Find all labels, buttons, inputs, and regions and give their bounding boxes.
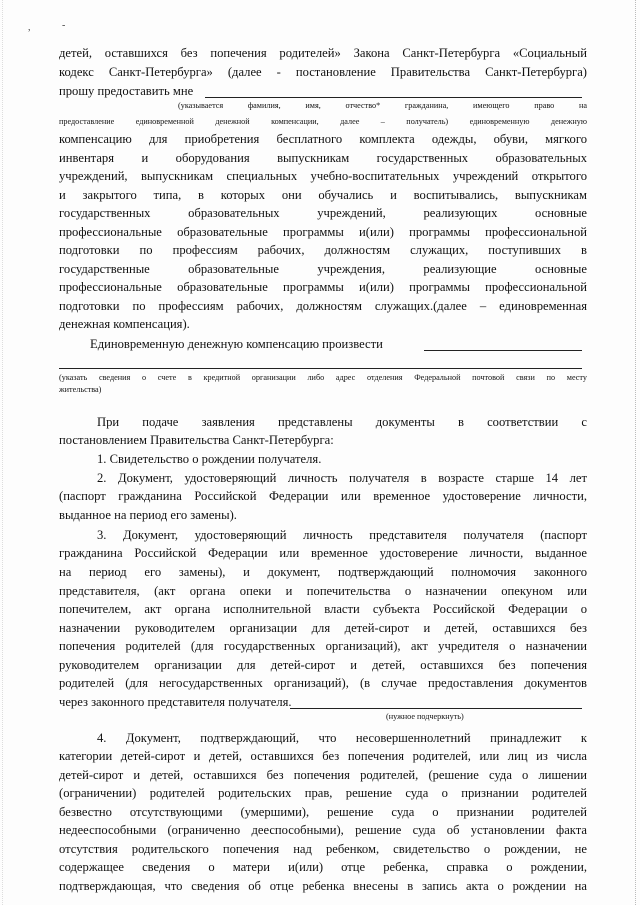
text-line: подтверждающая, что сведения об отце ребенка внесены в запись акта о рождении на [59, 879, 587, 893]
scan-edge-right [635, 0, 636, 905]
payment-fill-line-2 [59, 368, 582, 369]
text-line: прошу предоставить мне [59, 84, 194, 98]
text-line: безвестно отсутствующими (умершими), решение суда о признании родителей [59, 805, 587, 819]
payment-fill-line [424, 350, 582, 351]
text-line: руководителем организации для детей-сирот и детей, оставшихся без попечения [59, 658, 587, 672]
text-line: отсутствия родительского попечения над ребенком, свидетельство о рождении, не [59, 842, 587, 856]
list-item: 1. Свидетельство о рождении получателя. [97, 452, 322, 466]
scan-speck: - [62, 20, 66, 31]
list-item: 4. Документ, подтверждающий, что несовершеннолетний принадлежит к [97, 731, 587, 745]
text-line: детей, оставшихся без попечения родителей» Закона Санкт-Петербурга «Социальный [59, 46, 587, 60]
text-line: на период его замены), и документ, подтверждающий полномочия законного [59, 565, 587, 579]
text-line: кодекс Санкт-Петербурга» (далее - постановление Правительства Санкт-Петербурга) [59, 65, 587, 79]
text-line: (паспорт гражданина Российской Федерации или временное удостоверение личности, [59, 489, 587, 503]
representative-fill-line [290, 708, 582, 709]
name-fill-line [205, 97, 582, 98]
text-line: представителя, (акт органа опеки и попечительства о назначении опекуном или [59, 584, 587, 598]
text-line: денежная компенсация). [59, 317, 190, 331]
text-line: и закрытого типа, в которых они обучались и воспитывались, выпускникам [59, 188, 587, 202]
list-item: 2. Документ, удостоверяющий личность получателя в возрасте старше 14 лет [97, 471, 587, 485]
text-line: государственных образовательных учреждений, реализующих основные [59, 206, 587, 220]
text-line: содержащее сведения о матери и(или) отце ребенка, справка о рождении, [59, 860, 587, 874]
text-line: профессиональные образовательные программы и(или) программы профессиональной [59, 225, 587, 239]
text-line: родителей (для негосударственных организаций), (в случае предоставления документов [59, 676, 587, 690]
text-line: гражданина Российской Федерации или временное удостоверение личности, выданное [59, 546, 587, 560]
text-line-mixed [59, 113, 587, 130]
text-line: профессиональные образовательные программы и(или) программы профессиональной [59, 280, 587, 294]
text-line: попечения родителей (для государственных организаций), акт учредителя о назначении [59, 639, 587, 653]
text-line: выданное на период его замены). [59, 508, 237, 522]
text-line: детей-сирот и детей, оставшихся без попечения родителей, (решение суда о лишении [59, 768, 587, 782]
text-span: предоставление единовременной денежной компенсации, далее – получатель) единовременную денежную [59, 117, 587, 126]
text-line: попечителем, акт органа исполнительной власти субъекта Российской Федерации о [59, 602, 587, 616]
hint-line: (указывается фамилия, имя, отчество* гражданина, имеющего право на [178, 101, 587, 110]
scan-edge-left [2, 0, 3, 905]
scan-speck: , [28, 22, 31, 33]
text-line: подготовки по профессиям рабочих, должностям служащих, поступивших в [59, 243, 587, 257]
text-line: через законного представителя получателя. [59, 695, 292, 709]
text-line: учреждений, выпускникам специальных учебно-воспитательных учреждений открытого [59, 169, 587, 183]
text-line: подготовки по профессиям рабочих, должностям служащих.(далее – единовременная [59, 299, 587, 313]
text-line: постановлением Правительства Санкт-Петербурга: [59, 433, 334, 447]
underline-note: (нужное подчеркнуть) [386, 712, 464, 721]
hint-line: жительства) [59, 385, 102, 394]
text-line: государственные образовательные учреждения, реализующие основные [59, 262, 587, 276]
text-line: компенсацию для приобретения бесплатного комплекта одежды, обуви, мягкого [59, 132, 587, 146]
text-line: (ограничении) родителей родительских прав, решение суда о признании родителей [59, 786, 587, 800]
hint-line: (указать сведения о счете в кредитной организации либо адрес отделения Федеральной почтовой связи по месту [59, 373, 587, 382]
text-line: инвентаря и оборудования выпускникам государственных образовательных [59, 151, 587, 165]
text-line: назначении руководителем организации для детей-сирот и детей, оставшихся без [59, 621, 587, 635]
text-line: При подаче заявления представлены документы в соответствии с [97, 415, 587, 429]
list-item: 3. Документ, удостоверяющий личность представителя получателя (паспорт [97, 528, 587, 542]
text-line: Единовременную денежную компенсацию произвести [90, 337, 383, 351]
text-line: категории детей-сирот и детей, оставшихся без попечения родителей, или лиц из числа [59, 749, 587, 763]
text-line: недееспособными (ограниченно дееспособными), решение суда об установлении факта [59, 823, 587, 837]
